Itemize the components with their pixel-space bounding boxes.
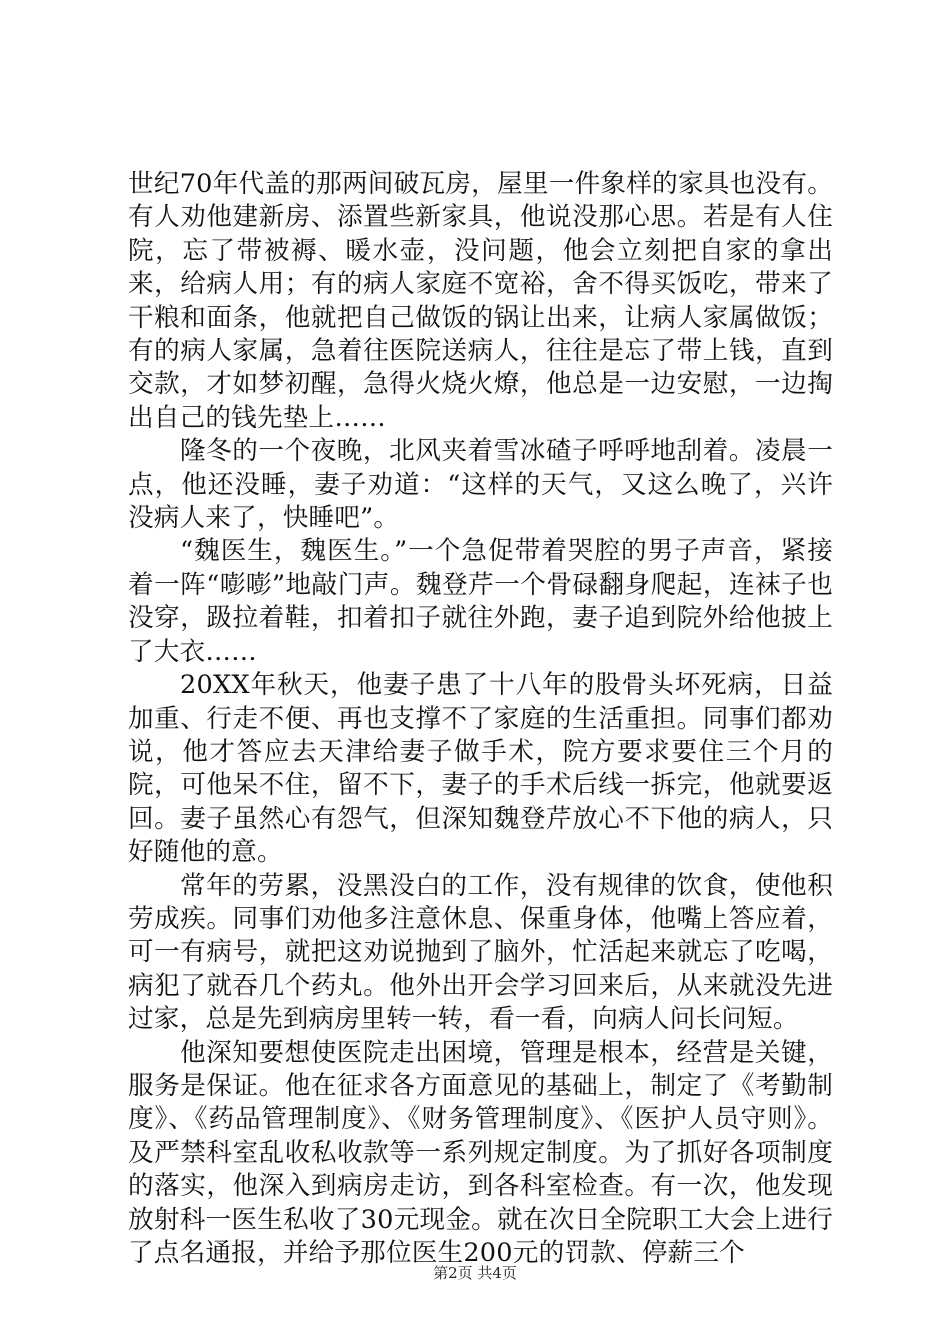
body-text bbox=[128, 168, 833, 1270]
page-footer: 第2页 共4页 bbox=[433, 1264, 517, 1282]
paragraph-2: 隆冬的一个夜晚，北风夹着雪冰碴子呼呼地刮着。凌晨一点，他还没睡，妻子劝道：“这样的天气，又这么晚了，兴许没病人来了，快睡吧”。 bbox=[128, 436, 833, 534]
paragraph-4: 20XX年秋天，他妻子患了十八年的股骨头坏死病，日益加重、行走不便、再也支撑不了家庭的生活重担。同事们都劝说，他才答应去天津给妻子做手术，院方要求要住三个月的院，可他呆不住，留不下，妻子的手术后线一拆完，他就要返回。妻子虽然心有怨气，但深知魏登芹放心不下他的病人，只好随他的意。 bbox=[128, 670, 833, 868]
paragraph-5: 常年的劳累，没黑没白的工作，没有规律的饮食，使他积劳成疾。同事们劝他多注意休息、保重身体，他嘴上答应着，可一有病号，就把这劝说抛到了脑外，忙活起来就忘了吃喝，病犯了就吞几个药丸。他外出开会学习回来后，从来就没先进过家，总是先到病房里转一转，看一看，向病人问长问短。 bbox=[128, 870, 833, 1035]
paragraph-3: “魏医生，魏医生。”一个急促带着哭腔的男子声音，紧接着一阵“嘭嘭”地敲门声。魏登芹一个骨碌翻身爬起，连袜子也没穿，趿拉着鞋，扣着扣子就往外跑，妻子追到院外给他披上了大衣…… bbox=[128, 536, 833, 667]
paragraph-6: 他深知要想使医院走出困境，管理是根本，经营是关键，服务是保证。他在征求各方面意见的基础上，制定了《考勤制度》、《药品管理制度》、《财务管理制度》、《医护人员守则》。及严禁科室乱收私收款等一系列规定制度。为了抓好各项制度的落实，他深入到病房走访，到各科室检查。有一次，他发现放射科一医生私收了30元现金。就在次日全院职工大会上进行了点名通报，并给予那位医生200元的罚款、停薪三个 bbox=[128, 1037, 833, 1268]
paragraph-1: 世纪70年代盖的那两间破瓦房，屋里一件象样的家具也没有。有人劝他建新房、添置些新家具，他说没那心思。若是有人住院，忘了带被褥、暖水壶，没问题，他会立刻把自家的拿出来，给病人用；有的病人家庭不宽裕，舍不得买饭吃，带来了干粮和面条，他就把自己做饭的锅让出来，让病人家属做饭；有的病人家属，急着往医院送病人，往往是忘了带上钱，直到交款，才如梦初醒，急得火烧火燎，他总是一边安慰，一边掏出自己的钱先垫上…… bbox=[128, 169, 833, 433]
